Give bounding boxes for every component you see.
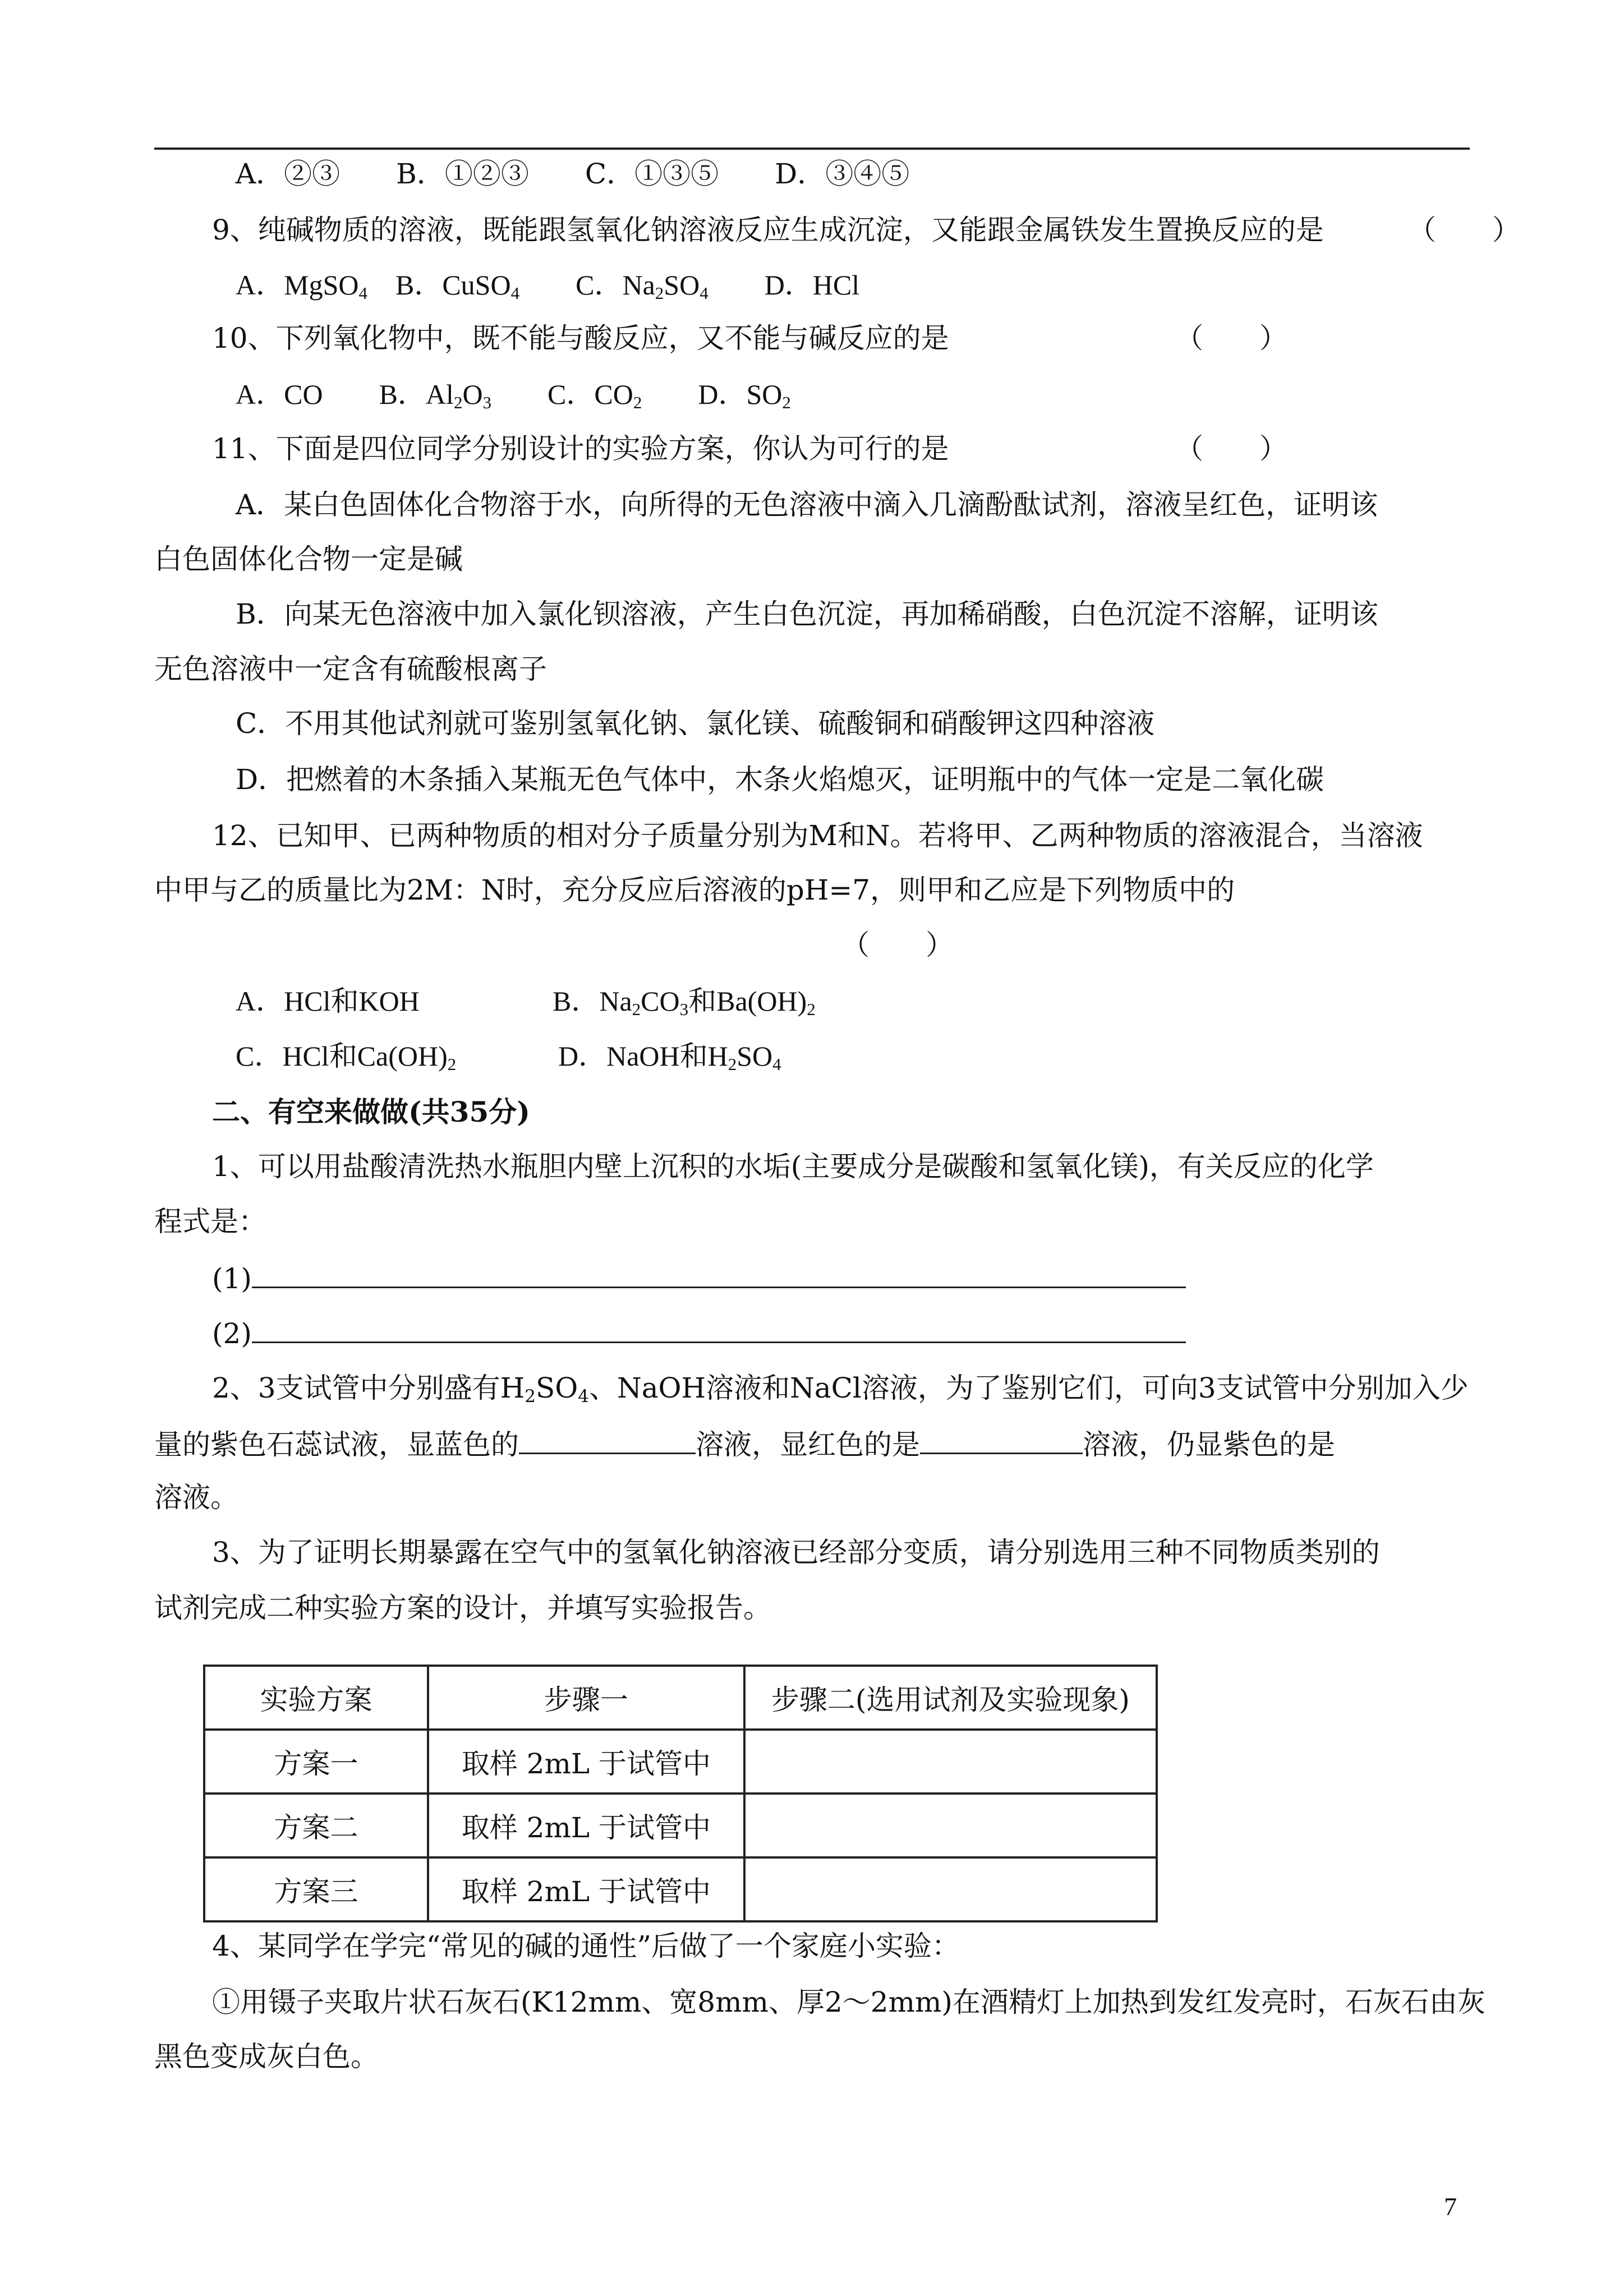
s1-text-line2: 程式是： (154, 1205, 266, 1238)
experiment-report-table (203, 1665, 1158, 1922)
table-cell: 取样 2mL 于试管中 (428, 1794, 744, 1857)
q10-option-b: B．$Al_2O_3$ (379, 379, 492, 412)
q9-option-b: B．CuSO$_4$ (395, 269, 520, 303)
q9-text: 9、纯碱物质的溶液，既能跟氢氧化钠溶液反应生成沉淀，又能跟金属铁发生置换反应的是 (212, 214, 1324, 246)
table-cell: 方案三 (204, 1857, 428, 1921)
answer-cell[interactable] (744, 1730, 1157, 1794)
s4-text-line3: 黑色变成灰白色。 (154, 2040, 379, 2073)
s1-blank-1: (1) (212, 1257, 1186, 1298)
q12-option-d: D．NaOH和$H_2SO_4$ (558, 1040, 781, 1074)
q9-paren: （ ） (1408, 214, 1520, 246)
q10-option-c: C．$CO_2$ (548, 379, 642, 412)
s1-text-line1: 1、可以用盐酸清洗热水瓶胆内壁上沉积的水垢(主要成分是碳酸和氢氧化镁)，有关反应的化学 (212, 1150, 1374, 1183)
q9-option-c: C．$Na_2SO_4$ (576, 269, 709, 303)
q12-paren: （ ） (841, 929, 954, 961)
table-header-row (204, 1666, 1157, 1730)
table-cell: 取样 2mL 于试管中 (428, 1857, 744, 1921)
q10-option-d: D．$SO_2$ (698, 379, 791, 412)
table-row (204, 1730, 1157, 1794)
header-rule (154, 147, 1470, 150)
answer-line-2[interactable] (252, 1312, 1186, 1343)
answer-cell[interactable] (744, 1857, 1157, 1921)
table-cell: 方案一 (204, 1730, 428, 1794)
blue-answer-blank[interactable] (519, 1423, 696, 1454)
q8-options: A．②③ B．①②③ C．①③⑤ D．③④⑤ (236, 158, 910, 190)
s4-text-line2: ①用镊子夹取片状石灰石(K12mm、宽8mm、厚2～2mm)在酒精灯上加热到发红发亮时，石灰石由灰 (212, 1986, 1485, 2018)
q10-paren: （ ） (1175, 322, 1287, 354)
table-row (204, 1794, 1157, 1857)
q11-text: 11、下面是四位同学分别设计的实验方案，你认为可行的是 (212, 432, 949, 465)
red-answer-blank[interactable] (920, 1423, 1083, 1454)
q11-paren: （ ） (1175, 432, 1287, 465)
q12-option-a: A．HCl和KOH (236, 985, 420, 1017)
s3-text-line1: 3、为了证明长期暴露在空气中的氢氧化钠溶液已经部分变质，请分别选用三种不同物质类别的 (212, 1536, 1380, 1569)
q12-text-line2: 中甲与乙的质量比为2M：N时，充分反应后溶液的pH=7，则甲和乙应是下列物质中的 (154, 874, 1235, 906)
table-row (204, 1857, 1157, 1921)
q11-option-a-line2: 白色固体化合物一定是碱 (154, 543, 463, 575)
q11-option-b-line2: 无色溶液中一定含有硫酸根离子 (154, 653, 547, 685)
table-header-cell: 步骤一 (428, 1666, 744, 1730)
page-number: 7 (1444, 2192, 1457, 2221)
q9-options (236, 265, 859, 313)
s2-text-line2: 量的紫色石蕊试液，显蓝色的 溶液，显红色的是 溶液，仍显紫色的是 (154, 1423, 1335, 1464)
q12-text-line1: 12、已知甲、已两种物质的相对分子质量分别为M和N。若将甲、乙两种物质的溶液混合，当溶液 (212, 819, 1423, 852)
q11-option-b-line1: B．向某无色溶液中加入氯化钡溶液，产生白色沉淀，再加稀硝酸，白色沉淀不溶解，证明该 (236, 598, 1378, 630)
q10-options (236, 375, 791, 422)
s2-text-line3: 溶液。 (154, 1481, 238, 1514)
answer-line-1[interactable] (252, 1257, 1186, 1288)
section-2-heading: 二、有空来做做(共35分) (212, 1095, 530, 1128)
q10-option-a: A．CO (236, 379, 323, 410)
s4-text-line1: 4、某同学在学完“常见的碱的通性”后做了一个家庭小实验： (212, 1930, 960, 1962)
q11-option-d: D．把燃着的木条插入某瓶无色气体中，木条火焰熄灭，证明瓶中的气体一定是二氧化碳 (236, 763, 1324, 796)
s1-blank-2: (2) (212, 1312, 1186, 1353)
table-header-cell: 实验方案 (204, 1666, 428, 1730)
table-header-cell: 步骤二(选用试剂及实验现象) (744, 1666, 1157, 1730)
q10-text: 10、下列氧化物中，既不能与酸反应，又不能与碱反应的是 (212, 322, 949, 354)
q11-option-c: C．不用其他试剂就可鉴别氢氧化钠、氯化镁、硫酸铜和硝酸钾这四种溶液 (236, 707, 1155, 740)
q12-option-b: B．$Na_2CO_3$和$Ba(OH)_2$ (553, 985, 816, 1019)
q9-option-d: D．HCl (764, 269, 860, 301)
q12-option-c: C．HCl和$Ca(OH)_2$ (236, 1040, 457, 1074)
table-cell: 取样 2mL 于试管中 (428, 1730, 744, 1794)
answer-cell[interactable] (744, 1794, 1157, 1857)
q9-option-a: A．MgSO$_4$ (236, 269, 367, 303)
table-cell: 方案二 (204, 1794, 428, 1857)
s2-text-line1: 2、3支试管中分别盛有$H_2SO_4$、NaOH溶液和NaCl溶液，为了鉴别它们，可向3支试管中分别加入少 (212, 1372, 1469, 1407)
q11-option-a-line1: A．某白色固体化合物溶于水，向所得的无色溶液中滴入几滴酚酞试剂，溶液呈红色，证明该 (236, 488, 1378, 521)
s3-text-line2: 试剂完成二种实验方案的设计，并填写实验报告。 (154, 1592, 771, 1624)
